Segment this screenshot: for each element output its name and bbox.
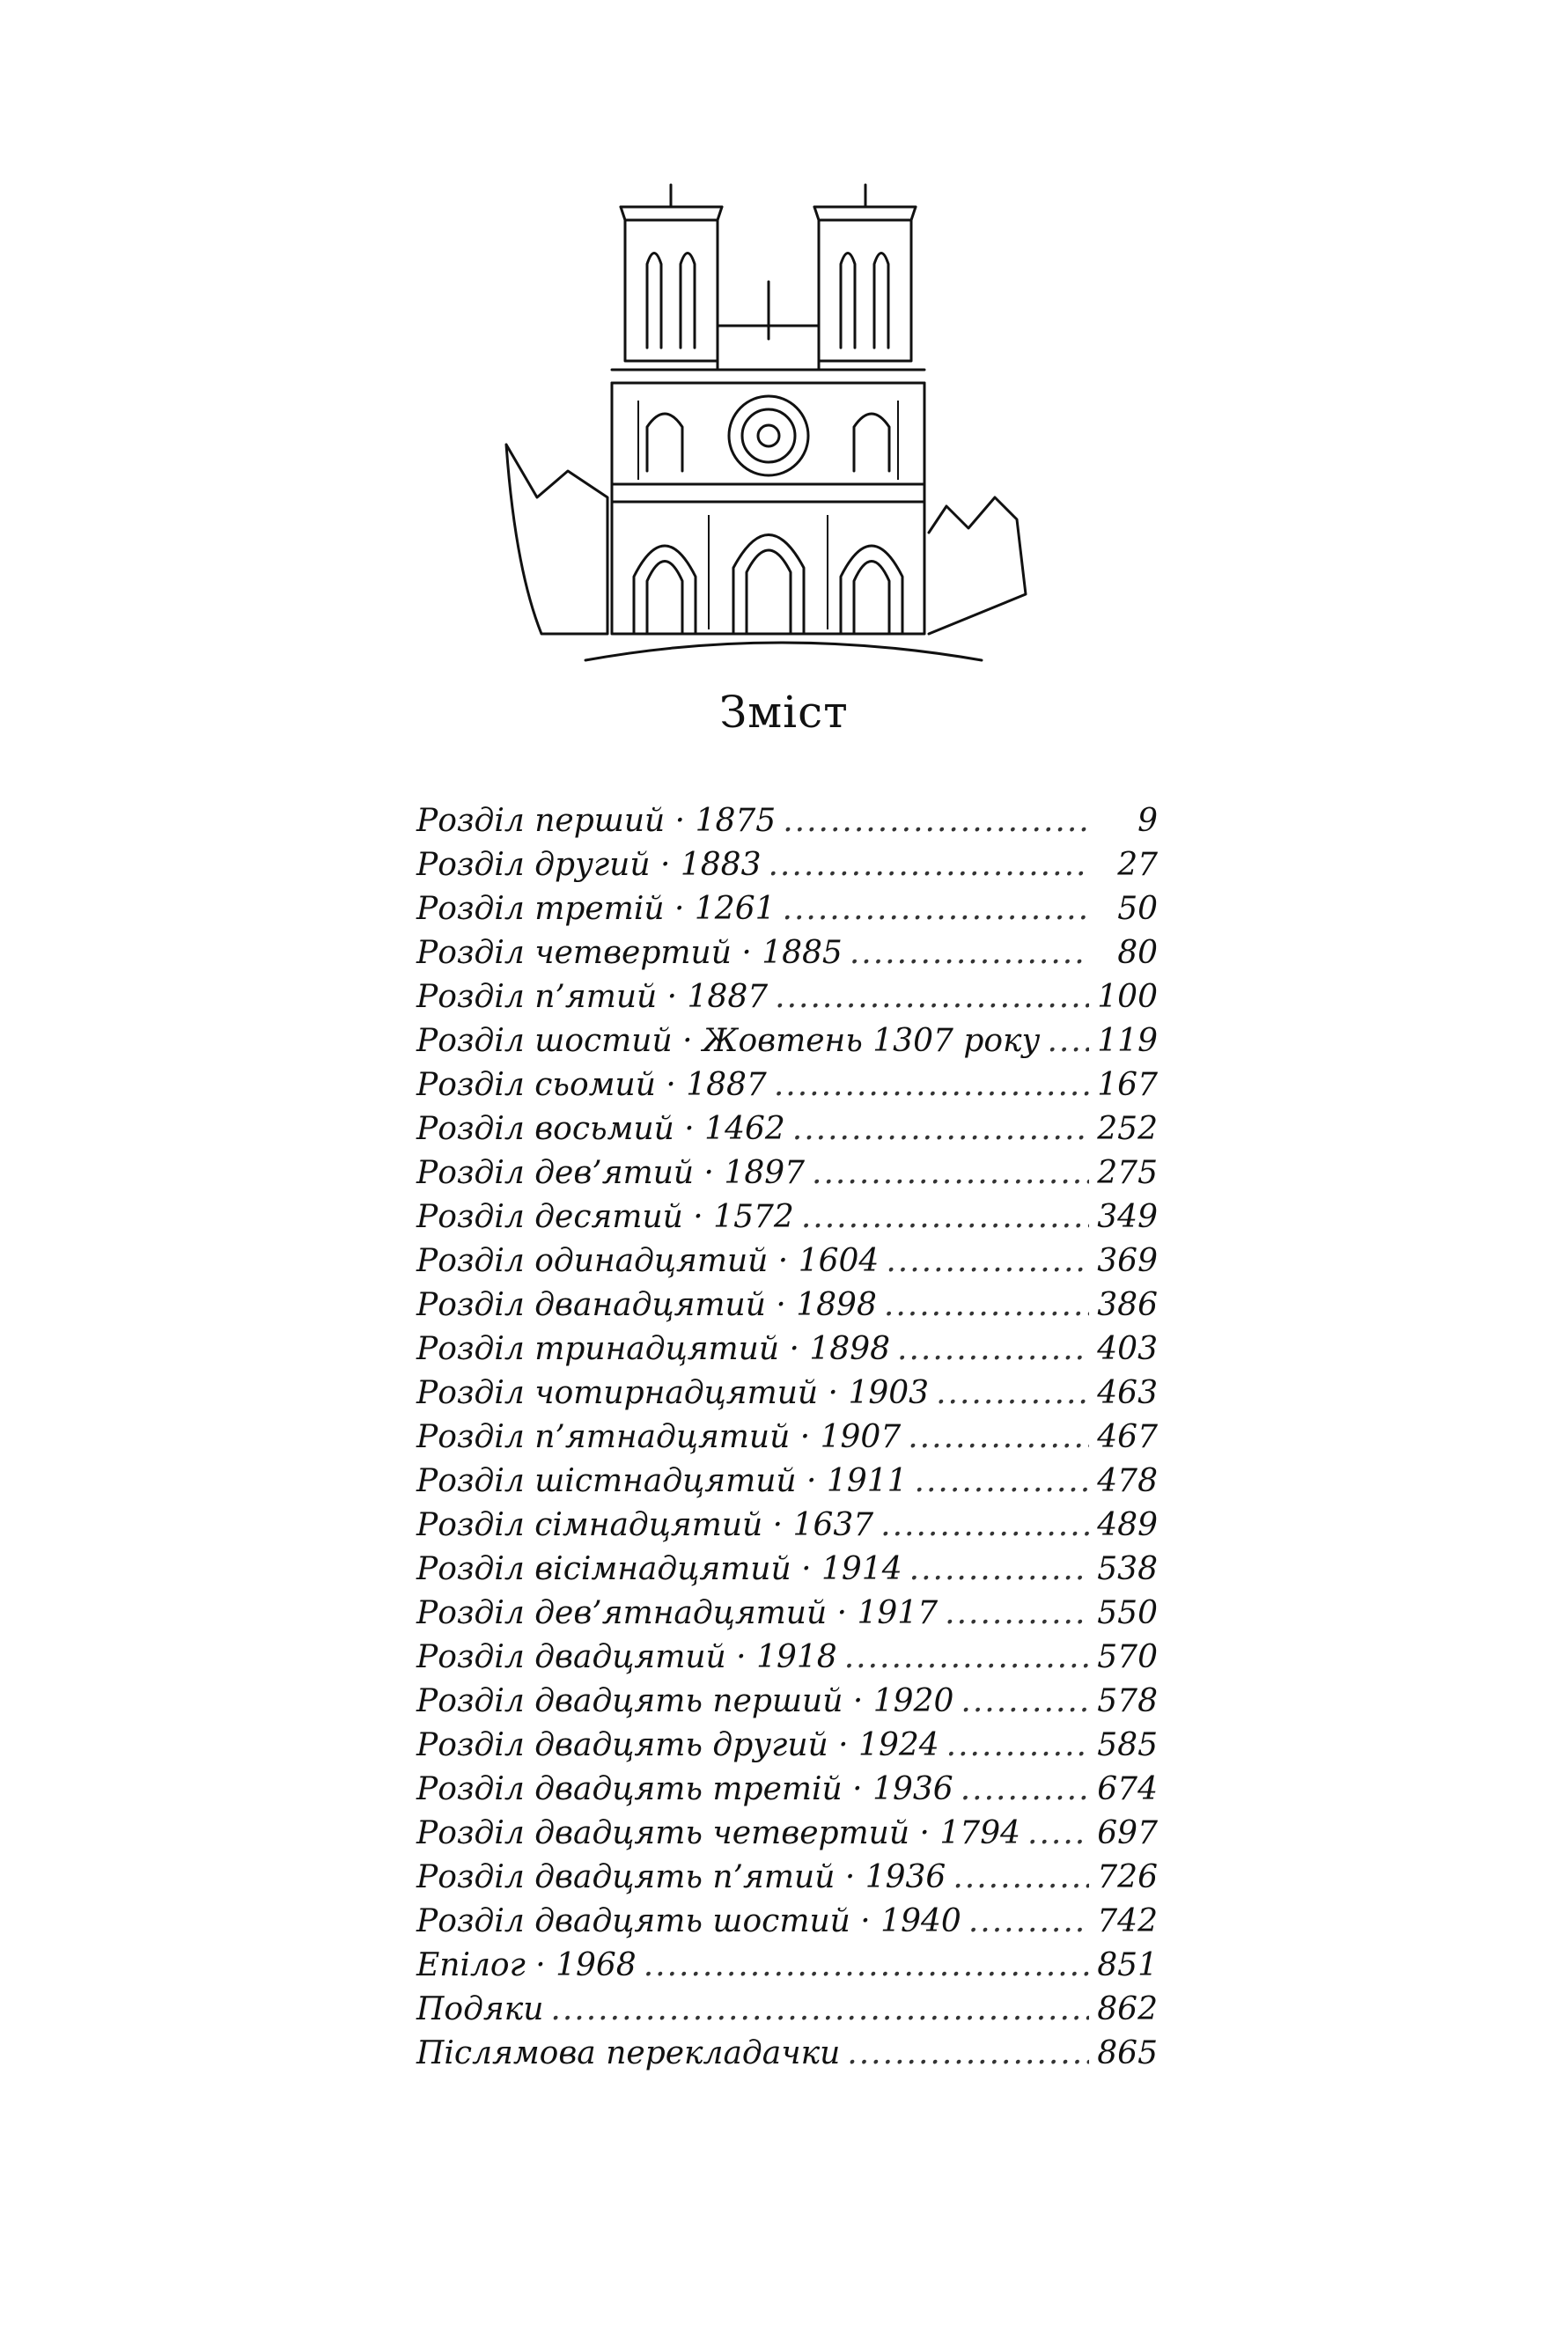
toc-entry-label: Післямова перекладачки [416,2035,841,2071]
toc-entry [416,1151,1158,1195]
toc-entry [416,975,1158,1019]
toc-entry-label: Розділ двадцять п’ятий · 1936 [416,1859,946,1895]
toc-entry [416,1416,1158,1460]
toc-entry-label: Розділ двадцять другий · 1924 [416,1727,939,1763]
toc-entry-page: 742 [1097,1903,1158,1939]
toc-entry-label: Розділ четвертий · 1885 [416,935,843,971]
toc-entry [416,1900,1158,1944]
toc-leader-dots [768,843,1089,887]
toc-entry-page: 578 [1097,1683,1158,1719]
toc-leader-dots [847,2032,1089,2076]
toc-entry-label: Розділ п’ятнадцятий · 1907 [416,1419,902,1455]
toc-entry-label: Розділ перший · 1875 [416,803,777,839]
toc-entry [416,1636,1158,1680]
toc-entry [416,1504,1158,1548]
toc-leader-dots [775,975,1089,1019]
toc-entry-label: Розділ дванадцятий · 1898 [416,1287,877,1323]
toc-entry-page: 467 [1097,1419,1158,1455]
toc-entry [416,1768,1158,1812]
toc-entry-label: Розділ дев’ятий · 1897 [416,1155,806,1191]
toc-entry-label: Розділ чотирнадцятий · 1903 [416,1375,930,1411]
toc-entry-label: Розділ одинадцятий · 1604 [416,1243,880,1279]
toc-entry-label: Розділ третій · 1261 [416,891,776,927]
table-of-contents [416,799,1158,2076]
toc-entry-page: 167 [1097,1067,1158,1103]
toc-entry-label: Розділ двадцять перший · 1920 [416,1683,954,1719]
toc-entry-page: 489 [1097,1507,1158,1543]
page-title: Зміст [719,687,849,738]
toc-entry-page: 585 [1097,1727,1158,1763]
toc-entry-page: 9 [1137,803,1158,839]
toc-entry-page: 463 [1097,1375,1158,1411]
toc-entry-page: 27 [1117,847,1158,883]
toc-entry-page: 252 [1097,1111,1158,1147]
toc-leader-dots [850,931,1089,975]
toc-entry [416,1284,1158,1328]
toc-entry-label: Подяки [416,1991,544,2027]
toc-entry-page: 478 [1097,1463,1158,1499]
toc-entry [416,931,1158,975]
toc-entry-page: 865 [1097,2035,1158,2071]
toc-entry [416,843,1158,887]
toc-entry-page: 100 [1097,979,1158,1015]
toc-entry-label: Розділ сьомий · 1887 [416,1067,767,1103]
toc-leader-dots [945,1592,1089,1636]
toc-entry-page: 349 [1097,1199,1158,1235]
toc-entry [416,1592,1158,1636]
toc-entry-page: 50 [1117,891,1158,927]
toc-entry [416,1239,1158,1284]
toc-leader-dots [953,1856,1089,1900]
toc-entry-label: Розділ сімнадцятий · 1637 [416,1507,874,1543]
toc-entry-label: Розділ п’ятий · 1887 [416,979,769,1015]
toc-entry [416,1680,1158,1724]
toc-leader-dots [897,1328,1089,1372]
toc-entry-page: 697 [1097,1815,1158,1851]
toc-entry [416,1460,1158,1504]
toc-leader-dots [946,1724,1089,1768]
toc-leader-dots [968,1900,1089,1944]
toc-leader-dots [909,1548,1089,1592]
toc-entry [416,1019,1158,1063]
toc-entry-label: Розділ шістнадцятий · 1911 [416,1463,908,1499]
toc-entry-page: 80 [1117,935,1158,971]
toc-entry [416,2032,1158,2076]
toc-entry [416,799,1158,843]
toc-entry-page: 570 [1097,1639,1158,1675]
toc-entry [416,1328,1158,1372]
toc-entry-page: 550 [1097,1595,1158,1631]
toc-entry-label: Розділ двадцять третій · 1936 [416,1771,953,1807]
toc-entry [416,1548,1158,1592]
toc-leader-dots [908,1416,1089,1460]
toc-entry [416,887,1158,931]
toc-entry-page: 862 [1097,1991,1158,2027]
toc-leader-dots [961,1680,1089,1724]
toc-entry-label: Розділ дев’ятнадцятий · 1917 [416,1595,939,1631]
toc-entry-label: Розділ другий · 1883 [416,847,762,883]
toc-leader-dots [801,1195,1089,1239]
toc-entry-label: Розділ шостий · Жовтень 1307 року [416,1023,1041,1059]
toc-entry-page: 851 [1097,1947,1158,1983]
toc-entry-page: 369 [1097,1243,1158,1279]
toc-entry-label: Розділ восьмий · 1462 [416,1111,785,1147]
toc-entry-page: 674 [1097,1771,1158,1807]
toc-leader-dots [884,1284,1089,1328]
toc-entry-page: 726 [1097,1859,1158,1895]
toc-entry-page: 403 [1097,1331,1158,1367]
toc-entry-label: Епілог · 1968 [416,1947,637,1983]
toc-leader-dots [886,1239,1089,1284]
toc-leader-dots [792,1107,1089,1151]
toc-leader-dots [644,1944,1089,1988]
toc-entry-label: Розділ двадцятий · 1918 [416,1639,837,1675]
toc-entry [416,1063,1158,1107]
toc-entry [416,1724,1158,1768]
toc-entry [416,1195,1158,1239]
toc-entry-label: Розділ тринадцятий · 1898 [416,1331,890,1367]
toc-leader-dots [812,1151,1089,1195]
toc-leader-dots [915,1460,1089,1504]
toc-leader-dots [550,1988,1089,2032]
toc-leader-dots [1047,1019,1089,1063]
toc-leader-dots [880,1504,1089,1548]
toc-leader-dots [783,799,1089,843]
toc-entry-label: Розділ двадцять шостий · 1940 [416,1903,961,1939]
toc-entry [416,1812,1158,1856]
toc-leader-dots [783,887,1090,931]
toc-entry [416,1988,1158,2032]
toc-leader-dots [774,1063,1089,1107]
toc-leader-dots [844,1636,1089,1680]
toc-entry-page: 119 [1097,1023,1158,1059]
toc-entry-page: 538 [1097,1551,1158,1587]
toc-entry [416,1944,1158,1988]
toc-leader-dots [1027,1812,1089,1856]
toc-leader-dots [961,1768,1089,1812]
toc-entry-page: 386 [1097,1287,1158,1323]
toc-entry-label: Розділ двадцять четвертий · 1794 [416,1815,1021,1851]
toc-leader-dots [936,1372,1089,1416]
toc-entry-page: 275 [1097,1155,1158,1191]
toc-entry [416,1107,1158,1151]
toc-entry-label: Розділ десятий · 1572 [416,1199,794,1235]
toc-entry [416,1372,1158,1416]
cathedral-illustration [489,180,1078,691]
toc-entry [416,1856,1158,1900]
toc-entry-label: Розділ вісімнадцятий · 1914 [416,1551,902,1587]
